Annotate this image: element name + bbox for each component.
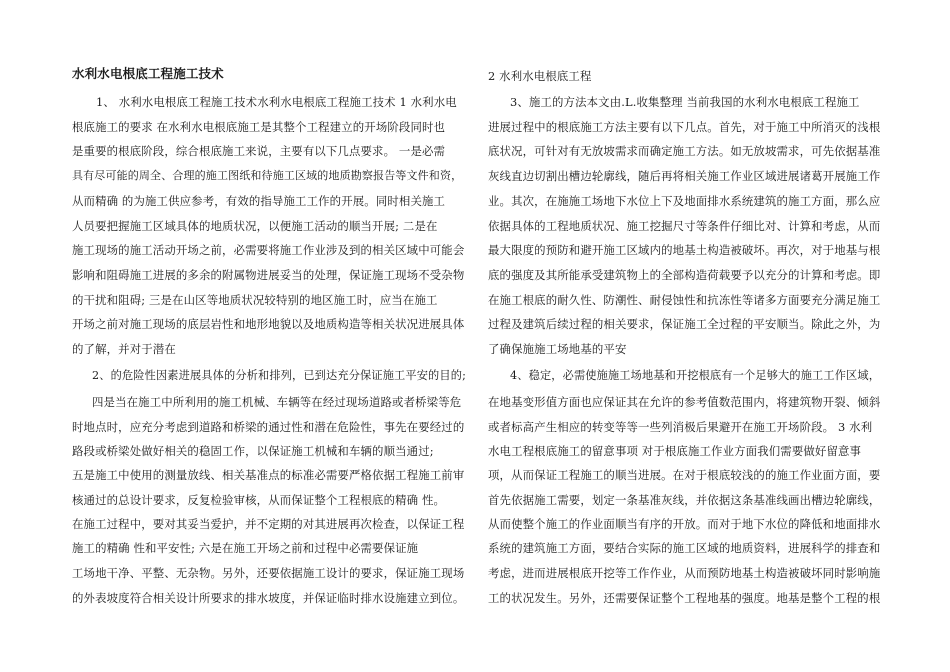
text-line: 具有尽可能的周全、合理的施工图纸和待施工区域的地质勘察报告等文件和资， xyxy=(72,169,463,182)
text-line: 影响和阻碍施工进展的多余的附属物进展妥当的处理，保证施工现场不受杂物 xyxy=(72,268,465,282)
text-line: 首先依据施工需要，划定一条基准灰线，并依据这条基准线画出槽边轮廓线， xyxy=(488,493,881,507)
text-line: 考虑，进而进展根底开挖等工作作业，从而预防地基土构造被破坏同时影响施 xyxy=(488,566,881,580)
text-line: 的外表坡度符合相关设计所要求的排水坡度，并保证临时排水设施建立到位。 xyxy=(72,591,465,605)
text-line: 3、施工的方法本文由.L.收集整理 当前我国的水利水电根底工程施工 xyxy=(510,95,860,109)
text-line: 过程及建筑后续过程的相关要求，保证施工全过程的平安顺当。除此之外，为 xyxy=(488,317,881,331)
text-line: 路段或桥梁处做好相关的稳固工作，以保证施工机械和车辆的顺当通过; xyxy=(72,444,434,458)
text-line: 1、 水利水电根底工程施工技术水利水电根底工程施工技术 1 水利水电 xyxy=(96,95,457,109)
text-line: 在地基变形值方面也应保证其在允许的参考值数范围内，将建筑物开裂、倾斜 xyxy=(488,395,881,409)
text-line: 是重要的根底阶段，综合根底施工来说，主要有以下几点要求。 一是必需 xyxy=(72,144,446,158)
text-line: 在施工根底的耐久性、防潮性、耐侵蚀性和抗冻性等诸多方面要充分满足施工 xyxy=(488,293,881,307)
text-line: 业。其次，在施施工场地下水位上下及地面排水系统建筑的施工方面，那么应 xyxy=(488,194,881,208)
text-line: 进展过程中的根底施工方法主要有以下几点。首先，对于施工中所消灭的浅根 xyxy=(488,120,881,134)
text-line: 施工的精确 性和平安性; 六是在施工开场之前和过程中必需要保证施 xyxy=(72,541,419,555)
text-line: 工场地干净、平整、无杂物。另外，还要依据施工设计的要求，保证施工现场 xyxy=(72,566,465,580)
text-line: 依据具体的工程地质状况、施工挖掘尺寸等条件仔细比对、计算和考虑，从而 xyxy=(488,219,881,233)
text-line: 从而使整个施工的作业面顺当有序的开放。而对于地下水位的降低和地面排水 xyxy=(488,517,881,531)
text-line: 系统的建筑施工方面，要结合实际的施工区域的地质资料，进展科学的排查和 xyxy=(488,541,881,555)
text-line: 4、稳定，必需使施施工场地基和开挖根底有一个足够大的施工工作区域， xyxy=(510,369,881,382)
text-line: 项，从而保证工程施工的顺当进展。在对于根底较浅的的施工作业面方面，要 xyxy=(488,468,881,482)
text-line: 水电工程根底施工的留意事项 对于根底施工作业方面我们需要做好留意事 xyxy=(488,444,862,458)
text-line: 从而精确 的为施工供应参考，有效的指导施工工作的开展。同时相关施工 xyxy=(72,194,446,208)
text-line: 五是施工中使用的测量放线、相关基准点的标准必需要严格依据工程施工前审 xyxy=(72,468,465,482)
text-line: 灰线直边切割出槽边轮廓线，随后再将相关施工作业区域进展诸葛开展施工作 xyxy=(488,169,881,183)
text-line: 根底施工的要求 在水利水电根底施工是其整个工程建立的开场阶段同时也 xyxy=(72,120,446,134)
text-line: 工的状况发生。另外，还需要保证整个工程地基的强度。地基是整个工程的根 xyxy=(488,591,881,605)
text-line: 的干扰和阻碍; 三是在山区等地质状况较特别的地区施工时，应当在施工 xyxy=(72,293,438,307)
text-line: 最大限度的预防和避开施工区域内的地基土构造被破坏。再次，对于地基与根 xyxy=(488,243,881,257)
text-line: 底的强度及其所能承受建筑物上的全部构造荷载要予以充分的计算和考虑。即 xyxy=(488,268,881,282)
text-line: 人员要把握施工区域具体的地质状况，以便施工活动的顺当开展; 二是在 xyxy=(72,219,438,233)
text-line: 2、的危险性因素进展具体的分析和排列，已到达充分保证施工平安的目的; xyxy=(92,369,466,382)
text-line: 或者标高产生相应的转变等等一些列消极后果避开在施工开场阶段。 3 水利 xyxy=(488,420,873,434)
text-line: 的了解，并对于潜在 xyxy=(72,342,176,356)
document-title: 水利水电根底工程施工技术 xyxy=(72,66,224,81)
text-line: 了确保施施工场地基的平安 xyxy=(488,342,627,356)
text-line: 核通过的总设计要求，反复检验审核，从而保证整个工程根底的精确 性。 xyxy=(72,493,446,507)
text-line: 底状况，可针对有无放坡需求而确定施工方法。如无放坡需求，可先依据基准 xyxy=(488,144,881,158)
section-heading: 2 水利水电根底工程 xyxy=(488,69,592,83)
text-line: 施工现场的施工活动开场之前，必需要将施工作业涉及到的相关区域中可能会 xyxy=(72,243,465,257)
text-line: 四是当在施工中所利用的施工机械、车辆等在经过现场道路或者桥梁等危 xyxy=(92,395,462,409)
text-line: 时地点时，应充分考虑到道路和桥梁的通过性和潜在危险性，事先在要经过的 xyxy=(72,420,465,434)
text-line: 开场之前对施工现场的底层岩性和地形地貌以及地质构造等相关状况进展具体 xyxy=(72,317,465,331)
text-line: 在施工过程中，要对其妥当爱护，并不定期的对其进展再次检查，以保证工程 xyxy=(72,517,465,531)
